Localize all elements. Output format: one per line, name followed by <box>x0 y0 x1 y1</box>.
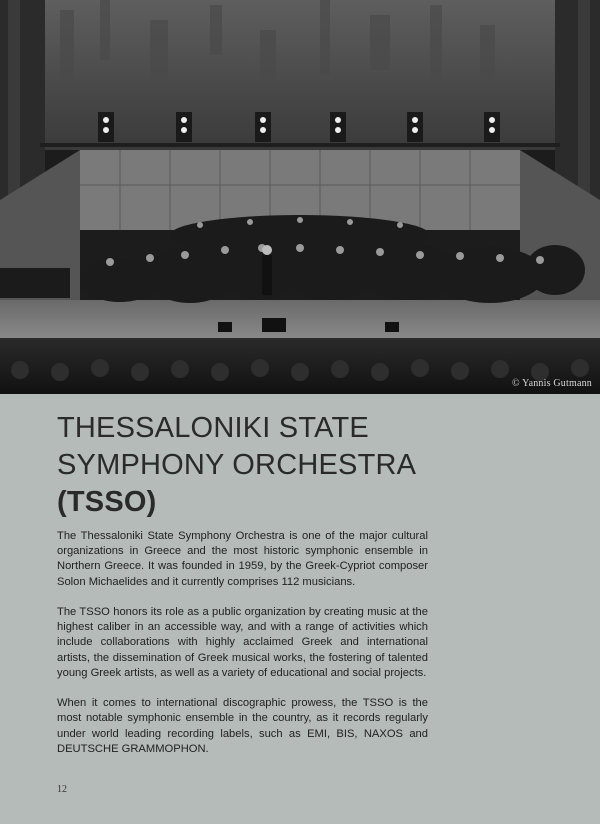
paragraph: The TSSO honors its role as a public organization by creating music at the highest caliber in an accessible way, and with a range of activities which include collaborations with highly acclaimed Greek and international artists, the dissemination of Greek musical works, the fostering of talented young Greek artists, as well as a variety of educational and social projects. <box>57 606 428 679</box>
title-line: SYMPHONY ORCHESTRA <box>57 449 417 481</box>
page-number: 12 <box>57 784 67 795</box>
page-title <box>57 410 477 521</box>
title-line: THESSALONIKI STATE <box>57 412 369 444</box>
article-body <box>57 529 428 772</box>
photo-credit: © Yannis Gutmann <box>512 378 592 389</box>
orchestra-on-stage-image <box>0 0 600 394</box>
paragraph: When it comes to international discographic prowess, the TSSO is the most notable symphonic ensemble in the country, as it records regularly under world leading recording labels, such as EMI, BIS, NAXOS and DEUTSCHE GRAMMOPHON. <box>57 697 428 755</box>
concert-hall-photo <box>0 0 600 394</box>
paragraph: The Thessaloniki State Symphony Orchestra is one of the major cultural organizations in Greece and the most historic symphonic ensemble in Northern Greece. It was founded in 1959, by the Greek-Cypriot composer Solon Michaelides and it currently comprises 112 musicians. <box>57 530 428 588</box>
title-line: (TSSO) <box>57 486 157 518</box>
